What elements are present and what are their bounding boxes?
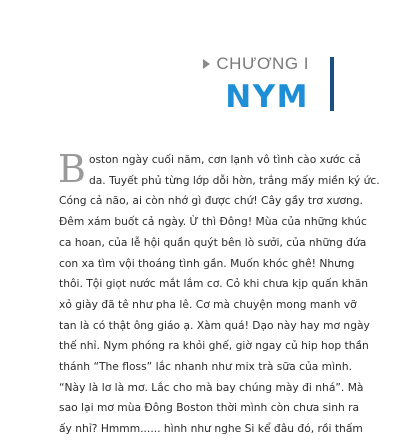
body-line: tan là có thật ông giáo ạ. Xàm quá! Dạo này hay mơ ngày <box>59 318 370 332</box>
body-line: thôi. Tội giọt nước mắt lắm cơ. Cỏ khi chưa kịp quấn khăn <box>59 277 369 291</box>
body-line: “Này là lơ là mơ. Lắc cho mà bay chúng mày đi nhá”. Mà <box>59 380 364 394</box>
body-line: thế nhỉ. Nym phóng ra khỏi ghế, giờ ngay củ hip hop thần <box>59 339 369 353</box>
drop-cap: B <box>58 147 86 191</box>
body-line: ấy nhỉ? Hmmm...... hình như nghe Si kể đâu đó, rồi thấm <box>59 422 363 436</box>
body-line: da. Tuyết phủ từng lớp dỗi hờn, trắng mấy miền ký ức. <box>88 173 380 187</box>
body-line: ca hoan, của lễ hội quần quýt bên lò sưởi, của những đứa <box>59 235 367 249</box>
body-line: con xa tìm vội thoáng tình gần. Muốn khóc ghê! Nhưng <box>59 256 355 270</box>
body-line: Đêm xám buốt cả ngày. Ừ thì Đông! Mùa của những khúc <box>59 215 367 229</box>
chapter-title: NYM <box>225 79 309 115</box>
body-text <box>58 147 380 440</box>
body-line: xỏ giày đã tê như pha lê. Cơ mà chuyện mong manh vỡ <box>59 297 357 311</box>
body-line: oston ngày cuối năm, cơn lạnh vô tình cào xước cả <box>88 153 361 166</box>
body-line: sao lại mơ mùa Đông Boston thời mình còn chưa sinh ra <box>59 401 360 415</box>
chapter-label <box>203 54 309 74</box>
accent-bar <box>330 57 334 111</box>
chapter-label-text: CHƯƠNG I <box>216 54 309 73</box>
body-line: thánh “The floss” lắc nhanh như mix trà sữa của mình. <box>59 360 353 374</box>
play-triangle-icon <box>203 59 210 69</box>
body-line: Cóng cả não, ai còn nhớ gì được chứ! Cây gầy trơ xương. <box>59 194 363 208</box>
